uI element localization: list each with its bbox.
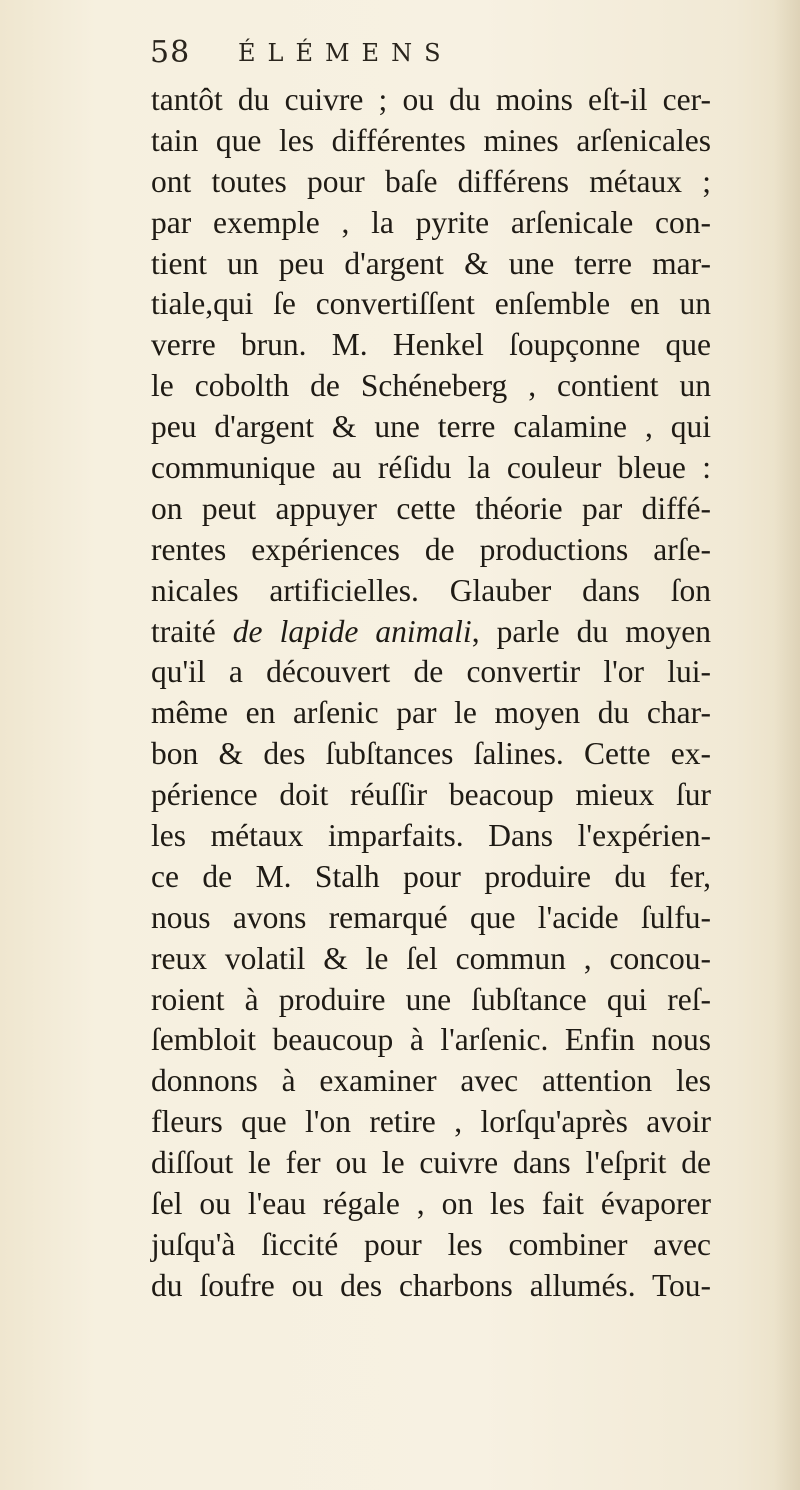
- page-fold-shadow: [774, 0, 800, 1490]
- text-line: [151, 939, 711, 980]
- text-run: tantôt du cuivre ; ou du moins eſt-il cer-: [151, 82, 711, 117]
- text-run: ſel ou l'eau régale , on les fait évaporer: [151, 1186, 711, 1222]
- text-line: [151, 80, 711, 121]
- text-run: reux volatil & le ſel commun , concou-: [151, 940, 711, 976]
- text-line: [151, 366, 711, 407]
- text-run: tient un peu d'argent & une terre mar-: [151, 245, 711, 281]
- text-run: diſſout le fer ou le cuivre dans l'eſprit de: [151, 1145, 711, 1181]
- text-run: juſqu'à ſiccité pour les combiner avec: [151, 1226, 711, 1262]
- text-run: roient à produire une ſubſtance qui reſ-: [151, 981, 711, 1017]
- page-header: [150, 30, 650, 76]
- text-line: [151, 1061, 711, 1102]
- text-run: , parle du moyen: [471, 613, 711, 649]
- text-line: [151, 816, 711, 857]
- running-head: ÉLÉMENS: [238, 39, 453, 67]
- text-line: [151, 162, 711, 203]
- latin-title-italic: de lapide animali: [232, 613, 472, 649]
- text-run: qu'il a découvert de convertir l'or lui-: [151, 654, 711, 690]
- text-run: ſembloit beaucoup à l'arſenic. Enfin nous: [151, 1022, 711, 1058]
- text-line: [151, 1266, 711, 1307]
- text-run: par exemple , la pyrite arſenicale con-: [151, 204, 711, 240]
- text-line: [151, 775, 711, 816]
- text-line: [151, 489, 711, 530]
- text-line: [151, 244, 711, 285]
- text-line: [151, 898, 711, 939]
- text-line: [151, 325, 711, 366]
- text-line: [151, 1102, 711, 1143]
- text-line: [151, 407, 711, 448]
- text-run: tiale,qui ſe convertiſſent enſemble en un: [151, 286, 711, 322]
- text-line: [151, 448, 711, 489]
- text-line: [151, 203, 711, 244]
- text-run: communique au réſidu la couleur bleue :: [151, 450, 711, 486]
- text-line: [151, 652, 711, 693]
- text-line: [151, 571, 711, 612]
- text-line: [151, 693, 711, 734]
- text-run: ont toutes pour baſe différens métaux ;: [151, 163, 711, 199]
- text-run: nous avons remarqué que l'acide ſulfu-: [151, 899, 711, 935]
- text-run: verre brun. M. Henkel ſoupçonne que: [151, 327, 711, 363]
- text-run: même en arſenic par le moyen du char-: [151, 695, 711, 731]
- text-run: nicales artificielles. Glauber dans ſon: [151, 572, 711, 608]
- text-line: [151, 121, 711, 162]
- text-run: le cobolth de Schéneberg , contient un: [151, 368, 711, 404]
- text-line: [151, 857, 711, 898]
- text-run: fleurs que l'on retire , lorſqu'après avoir: [151, 1104, 711, 1140]
- text-line: [151, 980, 711, 1021]
- text-run: les métaux imparfaits. Dans l'expérien-: [151, 818, 711, 854]
- text-line: [151, 734, 711, 775]
- text-run: périence doit réuſſir beacoup mieux ſur: [151, 777, 711, 813]
- text-line: [151, 1225, 711, 1266]
- text-line: [151, 1184, 711, 1225]
- text-run: ce de M. Stalh pour produire du fer,: [151, 858, 711, 894]
- text-run: du ſoufre ou des charbons allumés. Tou-: [151, 1267, 711, 1303]
- page-number: 58: [150, 35, 191, 70]
- text-line: [151, 612, 711, 653]
- text-run: rentes expériences de productions arſe-: [151, 531, 711, 567]
- text-line: [151, 284, 711, 325]
- text-run: tain que les différentes mines arſenicales: [151, 122, 711, 158]
- text-run: donnons à examiner avec attention les: [151, 1063, 711, 1099]
- text-run: traité: [151, 613, 233, 649]
- text-line: [151, 1020, 711, 1061]
- text-run: on peut appuyer cette théorie par diffé-: [151, 490, 711, 526]
- text-run: peu d'argent & une terre calamine , qui: [151, 409, 711, 445]
- text-line: [151, 1143, 711, 1184]
- body-text: [151, 80, 711, 1307]
- text-line: [151, 530, 711, 571]
- text-run: bon & des ſubſtances ſalines. Cette ex-: [151, 736, 711, 772]
